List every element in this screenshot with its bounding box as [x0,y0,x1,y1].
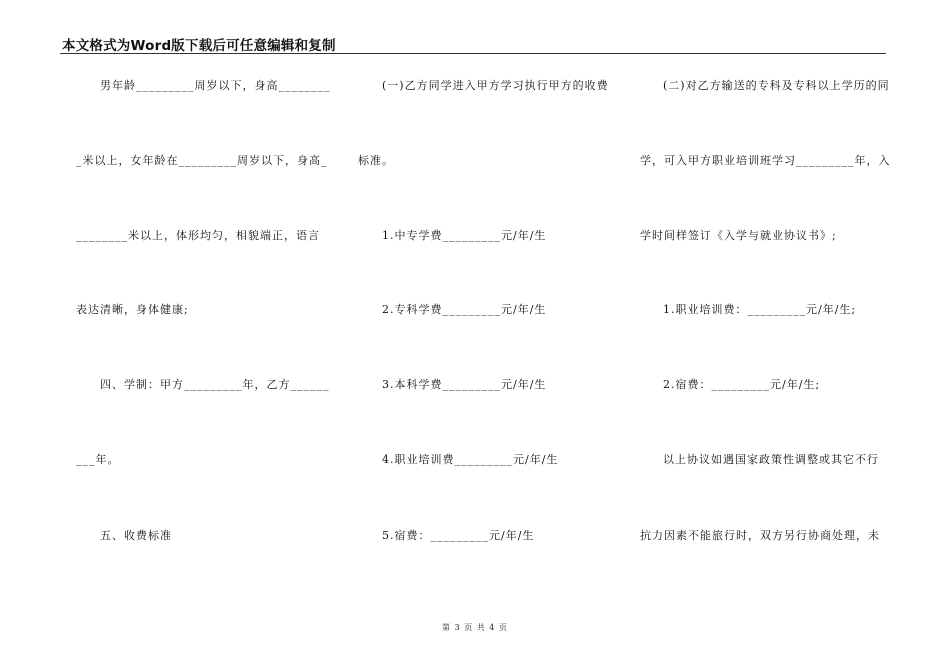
col2-line-1: (一)乙方同学进入甲方学习执行甲方的收费 [382,79,609,92]
document-header-title: 本文格式为Word版下载后可任意编辑和复制 [62,38,336,54]
col3-line-5: 2.宿费：_________元/年/生; [663,378,821,391]
col2-line-4: 2.专科学费_________元/年/生 [382,303,547,316]
col3-line-1: (二)对乙方输送的专科及专科以上学历的同 [663,79,890,92]
page-number-footer: 第 3 页 共 4 页 [442,623,508,632]
col1-line-2: _米以上，女年龄在_________周岁以下，身高_ [76,154,328,167]
col3-line-3: 学时间样签订《入学与就业协议书》; [640,229,837,242]
col1-line-7: 五、收费标准 [100,529,172,542]
col3-line-4: 1.职业培训费：_________元/年/生; [663,303,857,316]
col1-line-6: ___年。 [76,453,120,466]
col2-line-6: 4.职业培训费_________元/年/生 [382,453,559,466]
col2-line-2: 标准。 [358,154,394,167]
col1-line-3: ________米以上，体形均匀，相貌端正，语言 [76,229,320,242]
col2-line-7: 5.宿费：_________元/年/生 [382,529,535,542]
col2-line-3: 1.中专学费_________元/年/生 [382,229,547,242]
col3-line-7: 抗力因素不能旅行时，双方另行协商处理，未 [640,529,880,542]
col3-line-2: 学，可入甲方职业培训班学习_________年，入 [640,154,891,167]
header-divider [60,53,886,54]
col1-line-1: 男年龄_________周岁以下，身高________ [100,79,331,92]
col2-line-5: 3.本科学费_________元/年/生 [382,378,547,391]
col1-line-4: 表达清晰，身体健康; [76,303,189,316]
col1-line-5: 四、学制：甲方_________年，乙方______ [100,378,330,391]
col3-line-6: 以上协议如遇国家政策性调整或其它不行 [663,453,879,466]
